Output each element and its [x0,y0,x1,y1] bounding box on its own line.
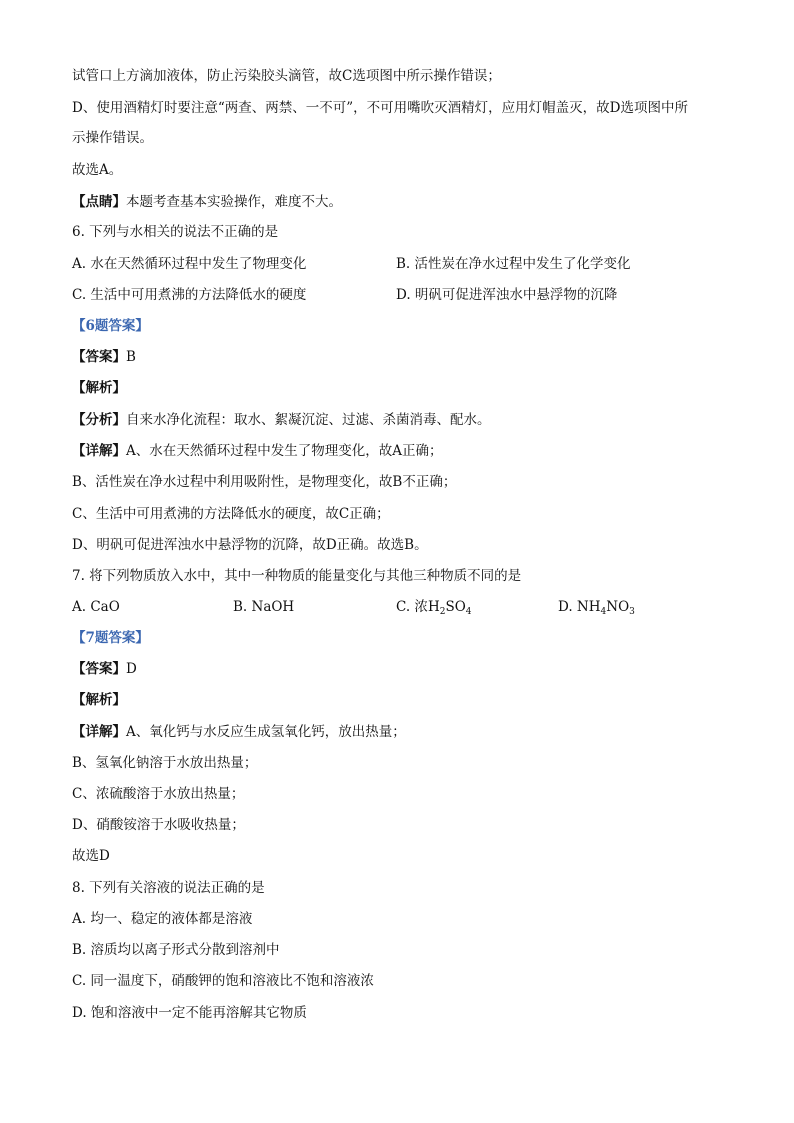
q7-option-d-prefix: D. NH [558,599,601,615]
q6-xiangjie-tag: 【详解】 [72,443,126,459]
q6-analysis-tag: 【解析】 [72,380,126,396]
q7-option-c-h: H [427,599,440,615]
question-8-stem: 8. 下列有关溶液的说法正确的是 [72,880,265,896]
q7-answer-tag: 【答案】 [72,661,126,677]
conclusion-q5: 故选A。 [72,162,123,178]
q7-option-c-so: SO [445,599,466,615]
q6-option-b: B. 活性炭在净水过程中发生了化学变化 [396,256,631,272]
q7-option-c-prefix: C. 浓 [396,599,428,615]
q8-option-a: A. 均一、稳定的液体都是溶液 [72,911,253,927]
q7-option-d-sub3: 3 [629,607,635,617]
q8-option-b: B. 溶质均以离子形式分散到溶剂中 [72,942,280,958]
dianjing-tag: 【点睛】 [72,194,126,210]
q7-detail-d: D、硝酸铵溶于水吸收热量； [72,817,245,833]
q7-detail-b: B、氢氧化钠溶于水放出热量； [72,755,258,771]
q7-option-d-no: NO [606,599,630,615]
q6-detail-b: B、活性炭在净水过程中利用吸附性，是物理变化，故B不正确； [72,474,457,490]
q7-option-c-sub2: 2 [439,607,446,617]
paragraph-continuation: 试管口上方滴加液体，防止污染胶头滴管，故C选项图中所示操作错误； [72,68,501,84]
q7-option-b: B. NaOH [233,599,295,615]
q6-xiangjie-text: A、水在天然循环过程中发生了物理变化，故A正确； [126,443,443,459]
q7-xiangjie-line [72,722,406,742]
q7-option-a: A. CaO [72,599,120,615]
q8-option-c: C. 同一温度下，硝酸钾的饱和溶液比不饱和溶液浓 [72,973,374,989]
q6-answer-value: B [126,349,136,365]
question-6-stem: 6. 下列与水相关的说法不正确的是 [72,224,279,240]
q7-analysis-tag: 【解析】 [72,692,126,708]
q6-option-d: D. 明矾可促进浑浊水中悬浮物的沉降 [396,287,618,303]
q7-answer-line [72,659,137,679]
q8-option-d: D. 饱和溶液中一定不能再溶解其它物质 [72,1005,307,1021]
q7-conclusion: 故选D [72,848,110,864]
q7-detail-c: C、浓硫酸溶于水放出热量； [72,786,245,802]
question-7-stem: 7. 将下列物质放入水中，其中一种物质的能量变化与其他三种物质不同的是 [72,568,522,584]
q7-option-d [558,597,635,617]
q6-option-a: A. 水在天然循环过程中发生了物理变化 [72,256,307,272]
q6-fenxi-line [72,410,491,430]
q6-answer-tag: 【答案】 [72,349,126,365]
q6-fenxi-tag: 【分析】 [72,412,126,428]
dianjing-line [72,192,342,212]
q6-option-c: C. 生活中可用煮沸的方法降低水的硬度 [72,287,307,303]
paragraph-option-d-line1: D、使用酒精灯时要注意“两查、两禁、一不可”，不可用嘴吹灭酒精灯，应用灯帽盖灭，故D选项图中所 [72,100,688,116]
q7-answer-value: D [126,661,137,677]
q6-answer-line [72,347,136,367]
q7-option-c [396,597,472,617]
q7-xiangjie-tag: 【详解】 [72,724,126,740]
q6-detail-d: D、明矾可促进浑浊水中悬浮物的沉降，故D正确。故选B。 [72,537,428,553]
dianjing-text: 本题考查基本实验操作，难度不大。 [126,194,342,210]
q7-option-d-sub4: 4 [600,607,607,617]
q7-option-c-sub4: 4 [465,607,472,617]
q6-xiangjie-line [72,441,443,461]
q7-xiangjie-text: A、氧化钙与水反应生成氢氧化钙，放出热量； [126,724,406,740]
q6-fenxi-text: 自来水净化流程：取水、絮凝沉淀、过滤、杀菌消毒、配水。 [126,412,491,428]
q6-answer-header: 【6题答案】 [72,318,149,334]
q7-answer-header: 【7题答案】 [72,630,149,646]
paragraph-option-d-line2: 示操作错误。 [72,130,153,146]
q6-detail-c: C、生活中可用煮沸的方法降低水的硬度，故C正确； [72,506,390,522]
